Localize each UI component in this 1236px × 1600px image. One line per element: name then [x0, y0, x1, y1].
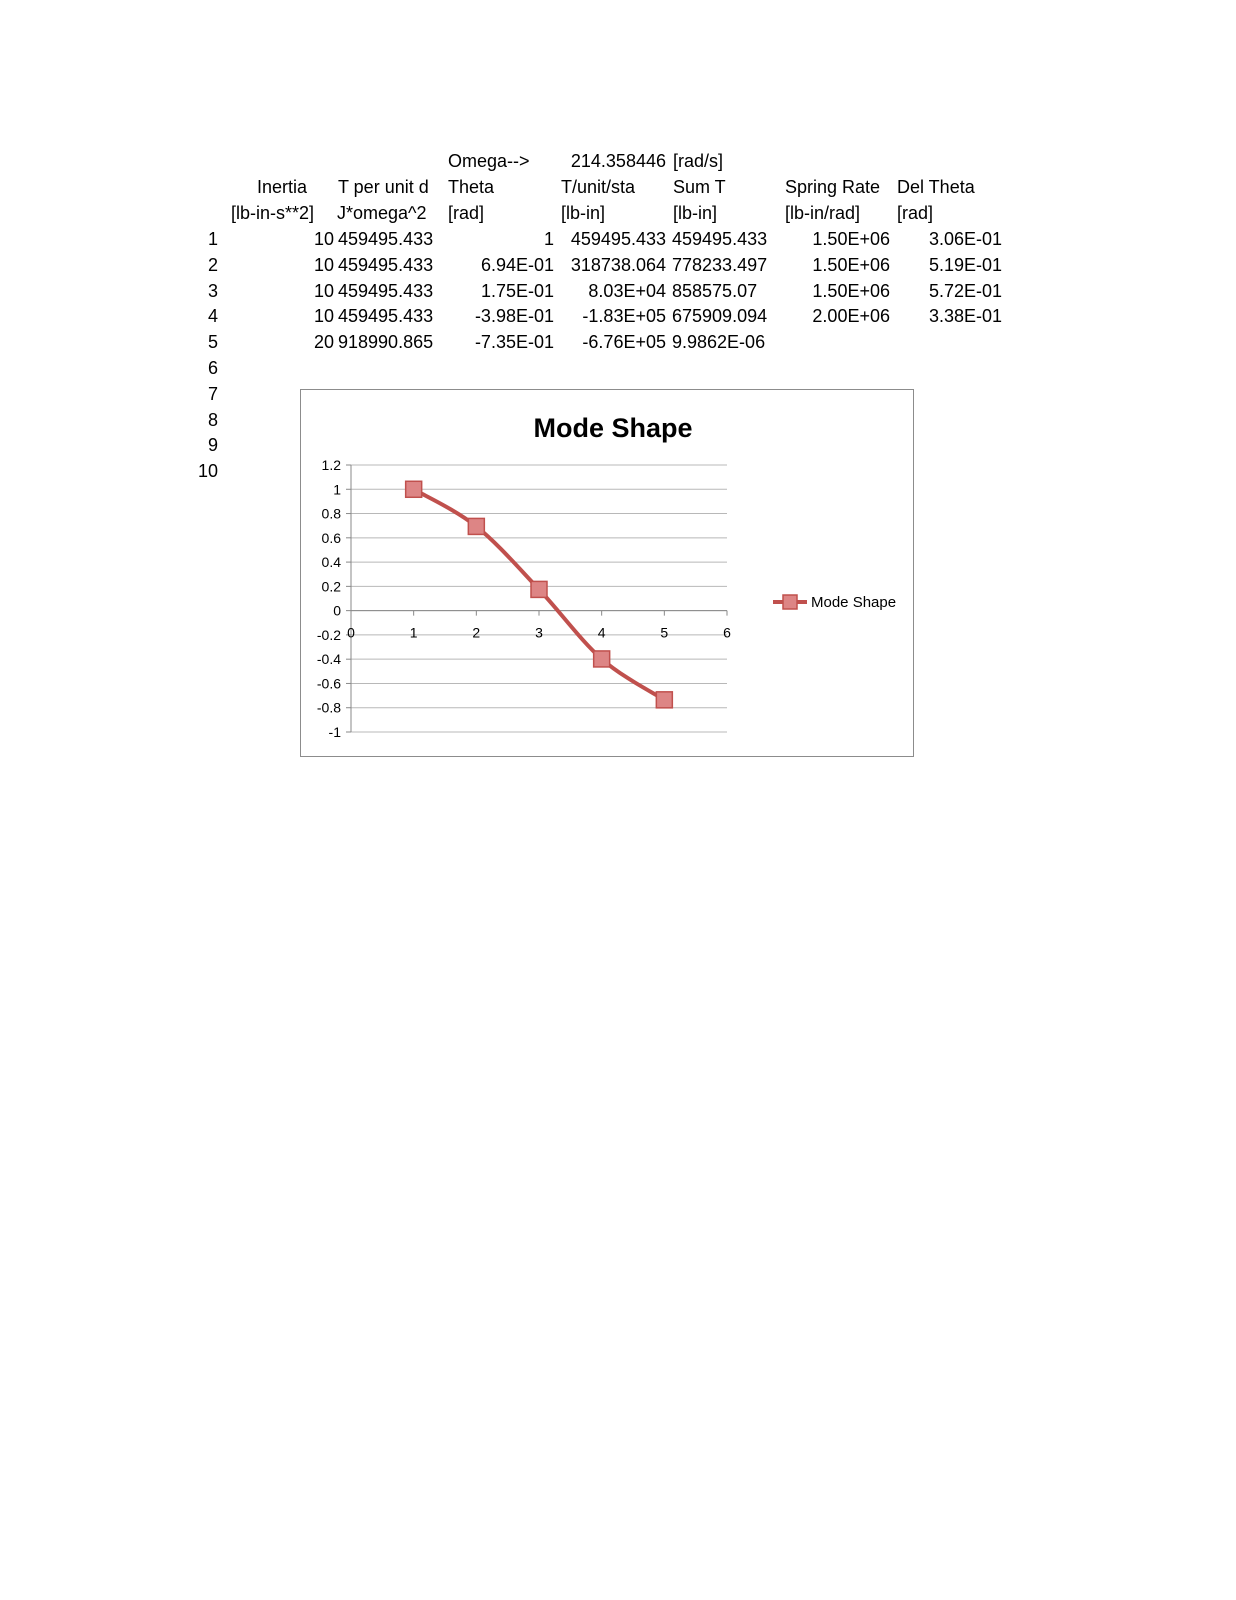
x-tick-label: 4: [597, 624, 606, 641]
y-tick-label: 1.2: [321, 457, 341, 473]
data-point-5[interactable]: [656, 692, 672, 708]
cell-t-unit-sta[interactable]: 459495.433: [570, 229, 666, 249]
data-point-3[interactable]: [531, 581, 547, 597]
series-mode-shape: [406, 481, 673, 708]
y-tick-label: -1: [328, 724, 341, 740]
cell-sum-t[interactable]: 9.9862E-06: [672, 332, 766, 353]
cell-t-unit-sta[interactable]: 318738.064: [570, 254, 666, 275]
cell-sum-t[interactable]: 778233.497: [672, 254, 768, 275]
row-number: 6: [207, 358, 218, 378]
cell-inertia[interactable]: 10: [313, 280, 334, 301]
row-number: 10: [197, 461, 218, 482]
cell-spring-rate[interactable]: 1.50E+06: [812, 254, 890, 275]
y-tick-label: -0.8: [316, 699, 341, 716]
cell-theta[interactable]: 1.75E-01: [480, 280, 554, 301]
legend-marker-swatch: [783, 595, 797, 609]
row-number: 5: [207, 332, 218, 353]
x-tick-labels: [347, 625, 731, 641]
row-number: 4: [207, 306, 218, 327]
y-tick-label: 0.6: [321, 529, 341, 546]
cell-t-per-unit[interactable]: 459495.433: [338, 280, 434, 301]
cell-t-unit-sta[interactable]: 8.03E+04: [588, 280, 666, 301]
cell-theta[interactable]: -3.98E-01: [474, 306, 554, 327]
cell-spring-rate[interactable]: 1.50E+06: [812, 229, 890, 249]
cell-t-unit-sta[interactable]: -6.76E+05: [582, 332, 666, 353]
header-theta-unit: [rad]: [448, 203, 485, 223]
header-t-per-unit: T per unit d: [338, 177, 429, 197]
cell-inertia[interactable]: 20: [313, 332, 334, 353]
y-tick-label: 0.8: [321, 505, 341, 522]
x-tick-label: 2: [472, 624, 481, 641]
y-tick-label: -0.6: [316, 675, 341, 692]
x-tick-label: 6: [723, 624, 731, 641]
header-t-unit-sta-unit: [lb-in]: [561, 203, 606, 223]
mode-shape-chart: [301, 390, 915, 758]
x-tick-label: 5: [660, 624, 669, 641]
header-inertia: Inertia: [256, 177, 308, 197]
y-tick-label: -0.2: [316, 626, 341, 643]
cell-spring-rate[interactable]: 2.00E+06: [812, 306, 890, 327]
header-sum-t: Sum T: [673, 177, 726, 197]
row-number: 9: [207, 435, 218, 456]
header-inertia-unit: [lb-in-s**2]: [231, 203, 315, 223]
y-tick-label: 1: [333, 481, 341, 498]
cell-t-per-unit[interactable]: 459495.433: [338, 306, 434, 327]
y-tick-label: 0.4: [321, 554, 341, 571]
cell-del-theta[interactable]: 5.72E-01: [928, 280, 1002, 301]
header-t-unit-sta: T/unit/sta: [561, 177, 636, 197]
data-point-1[interactable]: [406, 481, 422, 497]
header-spring-rate: Spring Rate: [785, 177, 881, 197]
cell-sum-t[interactable]: 858575.07: [672, 280, 758, 301]
data-point-4[interactable]: [594, 651, 610, 667]
x-tick-label: 3: [535, 624, 543, 641]
y-tick-label: 0.2: [321, 578, 341, 595]
header-del-theta-unit: [rad]: [897, 203, 934, 223]
chart-area[interactable]: [300, 389, 914, 757]
x-tick-label: 1: [409, 624, 418, 641]
header-spring-rate-unit: [lb-in/rad]: [785, 203, 861, 223]
cell-del-theta[interactable]: 3.38E-01: [928, 306, 1002, 327]
header-del-theta: Del Theta: [897, 177, 975, 197]
row-number: 2: [207, 254, 218, 275]
cell-inertia[interactable]: 10: [313, 306, 334, 327]
omega-label: Omega-->: [448, 151, 530, 171]
cell-inertia[interactable]: 10: [313, 254, 334, 275]
y-tick-label: 0: [333, 602, 341, 619]
header-sum-t-unit: [lb-in]: [673, 203, 718, 223]
cell-del-theta[interactable]: 5.19E-01: [928, 254, 1002, 275]
cell-t-per-unit[interactable]: 459495.433: [338, 229, 434, 249]
cell-t-unit-sta[interactable]: -1.83E+05: [582, 306, 666, 327]
legend[interactable]: [773, 594, 896, 611]
cell-theta[interactable]: -7.35E-01: [474, 332, 554, 353]
row-number: 7: [207, 383, 218, 404]
y-tick-label: -0.4: [316, 651, 341, 668]
cell-t-per-unit[interactable]: 459495.433: [338, 254, 434, 275]
data-point-2[interactable]: [468, 518, 484, 534]
header-theta: Theta: [448, 177, 495, 197]
omega-value[interactable]: 214.358446: [570, 151, 666, 171]
legend-label: Mode Shape: [811, 594, 897, 611]
cell-spring-rate[interactable]: 1.50E+06: [812, 280, 890, 301]
cell-sum-t[interactable]: 675909.094: [672, 306, 768, 327]
cell-sum-t[interactable]: 459495.433: [672, 229, 768, 249]
row-number: 3: [207, 280, 218, 301]
row-number: 8: [207, 409, 218, 430]
row-number: 1: [207, 229, 218, 249]
omega-unit: [rad/s]: [673, 151, 724, 171]
header-t-per-unit-formula: J*omega^2: [337, 203, 427, 223]
x-tick-label: 0: [347, 624, 355, 641]
cell-inertia[interactable]: 10: [313, 229, 334, 249]
cell-theta[interactable]: 6.94E-01: [480, 254, 554, 275]
y-tick-labels: [317, 457, 341, 740]
cell-t-per-unit[interactable]: 918990.865: [338, 332, 434, 353]
cell-del-theta[interactable]: 3.06E-01: [928, 229, 1002, 249]
cell-theta[interactable]: 1: [543, 229, 554, 249]
chart-title: Mode Shape: [533, 413, 693, 443]
